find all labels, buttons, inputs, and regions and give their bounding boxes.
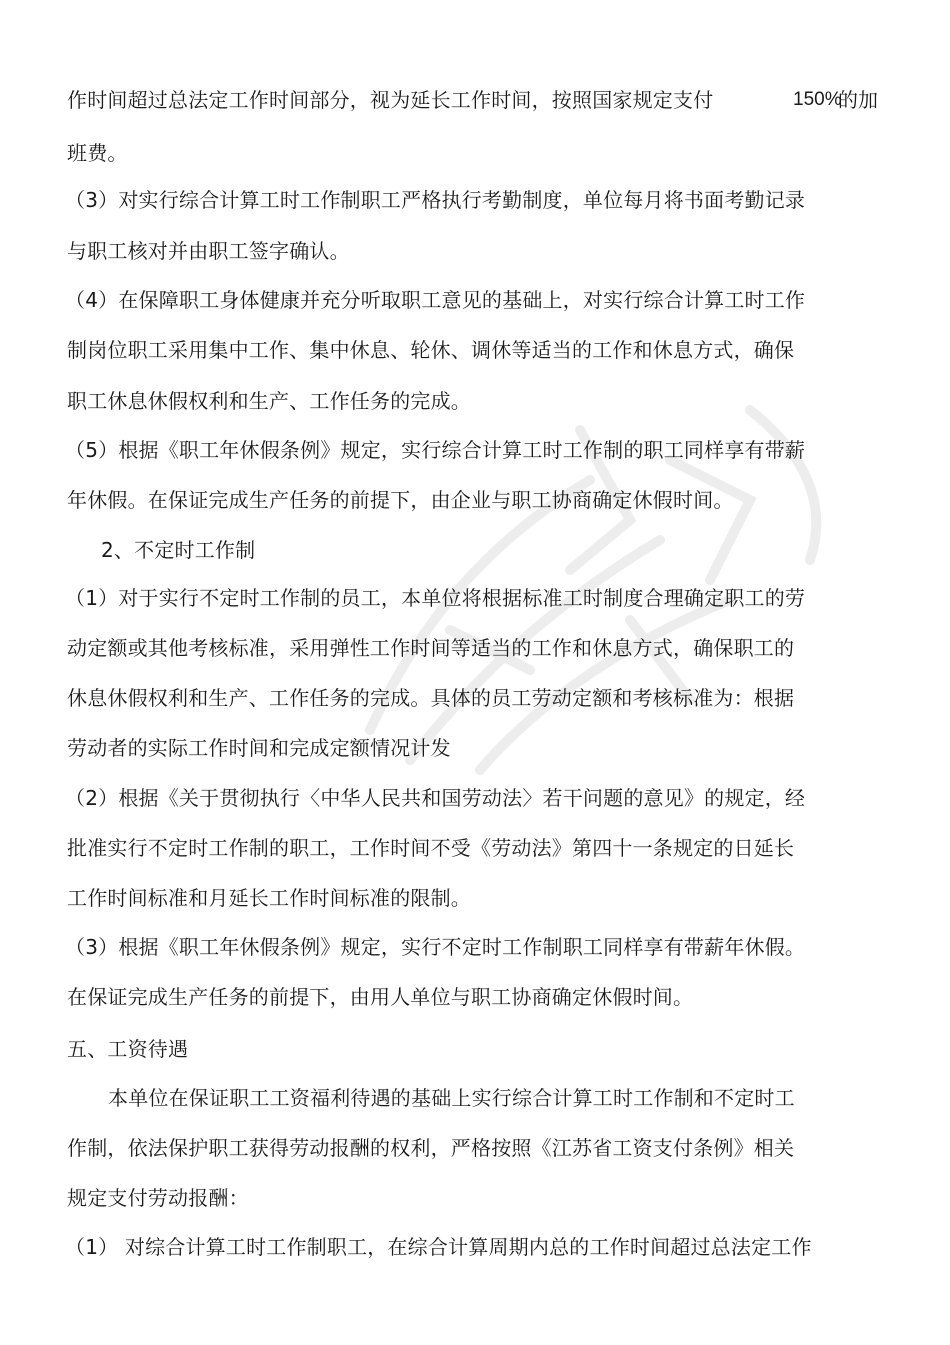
text-line: （3）根据《职工年休假条例》规定，实行不定时工作制职工同样享有带薪年休假。 xyxy=(65,935,806,959)
paragraph-first-line: 本单位在保证职工工资福利待遇的基础上实行综合计算工时工作制和不定时工 xyxy=(108,1086,795,1110)
overtime-rate: 150% xyxy=(793,89,842,110)
section-heading: 五、工资待遇 xyxy=(67,1037,189,1061)
text-line: （1） 对综合计算工时工作制职工，在综合计算周期内总的工作时间超过总法定工作 xyxy=(65,1235,812,1259)
text-line: 批准实行不定时工作制的职工，工作时间不受《劳动法》第四十一条规定的日延长 xyxy=(67,836,795,860)
text-line: （3）对实行综合计算工时工作制职工严格执行考勤制度，单位每月将书面考勤记录 xyxy=(65,188,806,212)
text-line: （4）在保障职工身体健康并充分听取职工意见的基础上，对实行综合计算工时工作 xyxy=(65,288,806,312)
text-line: 在保证完成生产任务的前提下，由用人单位与职工协商确定休假时间。 xyxy=(67,985,694,1009)
text-line: 劳动者的实际工作时间和完成定额情况计发 xyxy=(67,736,451,760)
text-line: 作制，依法保护职工获得劳动报酬的权利，严格按照《江苏省工资支付条例》相关 xyxy=(67,1136,795,1160)
text-line: （5）根据《职工年休假条例》规定，实行综合计算工时工作制的职工同样享有带薪 xyxy=(65,438,806,462)
text-line: 职工休息休假权利和生产、工作任务的完成。 xyxy=(67,389,471,413)
text-line: 年休假。在保证完成生产任务的前提下，由企业与职工协商确定休假时间。 xyxy=(67,488,734,512)
text-line: 工作时间标准和月延长工作时间标准的限制。 xyxy=(67,886,471,910)
text-line: 规定支付劳动报酬： xyxy=(67,1186,249,1210)
text-line: 休息休假权利和生产、工作任务的完成。具体的员工劳动定额和考核标准为：根据 xyxy=(67,686,795,710)
text-line: 与职工核对并由职工签字确认。 xyxy=(67,239,350,263)
text-line: 动定额或其他考核标准，采用弹性工作时间等适当的工作和休息方式，确保职工的 xyxy=(67,636,795,660)
text-line: 班费。 xyxy=(67,141,128,165)
watermark-logo xyxy=(330,370,850,790)
text-line: 作时间超过总法定工作时间部分，视为延长工作时间，按照国家规定支付 xyxy=(67,88,714,112)
text-line: （1）对于实行不定时工作制的员工，本单位将根据标准工时制度合理确定职工的劳 xyxy=(65,586,806,610)
section-heading: 2、不定时工作制 xyxy=(101,538,256,562)
text-fragment: 的加 xyxy=(838,88,878,112)
text-line: 制岗位职工采用集中工作、集中休息、轮休、调休等适当的工作和休息方式，确保 xyxy=(67,338,795,362)
text-line: （2）根据《关于贯彻执行〈中华人民共和国劳动法〉若干问题的意见》的规定，经 xyxy=(65,786,806,810)
